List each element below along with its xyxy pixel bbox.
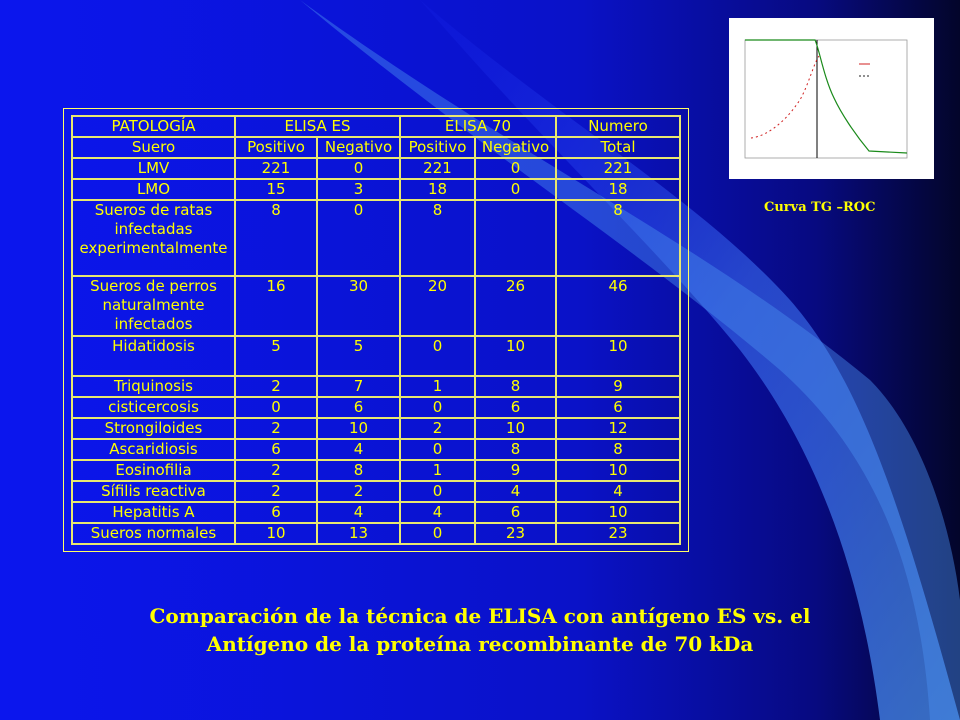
header-row-2	[72, 137, 680, 158]
value-cell: 46	[556, 276, 680, 336]
row-label-cell: Hidatidosis	[72, 336, 235, 376]
row-label-cell: Strongiloides	[72, 418, 235, 439]
footer-line-2: Antígeno de la proteína recombinante de 70 kDa	[206, 632, 754, 656]
value-cell: 10	[317, 418, 400, 439]
row-label-cell: LMV	[72, 158, 235, 179]
row-label-cell: Ascaridiosis	[72, 439, 235, 460]
value-cell: 6	[475, 502, 556, 523]
value-cell: 8	[475, 376, 556, 397]
table-row	[72, 439, 680, 460]
value-cell: 8	[400, 200, 475, 276]
table-row	[72, 200, 680, 276]
value-cell: 8	[556, 439, 680, 460]
header-row-1	[72, 116, 680, 137]
value-cell	[475, 200, 556, 276]
value-cell: 12	[556, 418, 680, 439]
value-cell: 4	[556, 481, 680, 502]
value-cell: 5	[235, 336, 317, 376]
roc-curve-chart	[729, 18, 934, 179]
table-row	[72, 523, 680, 544]
value-cell: 7	[317, 376, 400, 397]
value-cell: 10	[475, 418, 556, 439]
value-cell: 0	[475, 158, 556, 179]
value-cell: 221	[235, 158, 317, 179]
roc-caption: Curva TG –ROC	[764, 200, 876, 215]
value-cell: 20	[400, 276, 475, 336]
value-cell: 18	[556, 179, 680, 200]
table-row	[72, 276, 680, 336]
header-cell: Numero	[556, 116, 680, 137]
value-cell: 4	[475, 481, 556, 502]
value-cell: 9	[475, 460, 556, 481]
value-cell: 5	[317, 336, 400, 376]
value-cell: 10	[475, 336, 556, 376]
table-row	[72, 336, 680, 376]
row-label-cell: Sífilis reactiva	[72, 481, 235, 502]
row-label-cell: Sueros de perros naturalmente infectados	[72, 276, 235, 336]
value-cell: 10	[556, 336, 680, 376]
value-cell: 6	[235, 439, 317, 460]
value-cell: 1	[400, 460, 475, 481]
value-cell: 30	[317, 276, 400, 336]
row-label-cell: Hepatitis A	[72, 502, 235, 523]
value-cell: 2	[235, 481, 317, 502]
value-cell: 8	[317, 460, 400, 481]
value-cell: 6	[475, 397, 556, 418]
value-cell: 0	[400, 439, 475, 460]
value-cell: 18	[400, 179, 475, 200]
value-cell: 4	[317, 439, 400, 460]
row-label-cell: Triquinosis	[72, 376, 235, 397]
row-label-cell: LMO	[72, 179, 235, 200]
value-cell: 2	[317, 481, 400, 502]
value-cell: 0	[400, 523, 475, 544]
value-cell: 221	[556, 158, 680, 179]
header-cell: Suero	[72, 137, 235, 158]
value-cell: 3	[317, 179, 400, 200]
value-cell: 0	[475, 179, 556, 200]
table-row	[72, 418, 680, 439]
value-cell: 23	[556, 523, 680, 544]
row-label-cell: Eosinofilia	[72, 460, 235, 481]
header-cell: Positivo	[235, 137, 317, 158]
value-cell: 0	[400, 397, 475, 418]
table-row	[72, 158, 680, 179]
value-cell: 8	[475, 439, 556, 460]
value-cell: 4	[400, 502, 475, 523]
value-cell: 2	[235, 418, 317, 439]
header-cell: PATOLOGÍA	[72, 116, 235, 137]
row-label-cell: Sueros de ratas infectadas experimentalmente	[72, 200, 235, 276]
table-row	[72, 397, 680, 418]
value-cell: 8	[556, 200, 680, 276]
row-label-cell: cisticercosis	[72, 397, 235, 418]
value-cell: 0	[400, 336, 475, 376]
value-cell: 10	[556, 460, 680, 481]
header-cell: Negativo	[475, 137, 556, 158]
value-cell: 16	[235, 276, 317, 336]
value-cell: 10	[556, 502, 680, 523]
roc-curve-image	[729, 18, 934, 179]
table-row	[72, 481, 680, 502]
value-cell: 26	[475, 276, 556, 336]
value-cell: 2	[400, 418, 475, 439]
value-cell: 13	[317, 523, 400, 544]
header-cell: Positivo	[400, 137, 475, 158]
table-row	[72, 460, 680, 481]
value-cell: 9	[556, 376, 680, 397]
footer-line-1: Comparación de la técnica de ELISA con antígeno ES vs. el	[149, 604, 811, 628]
value-cell: 1	[400, 376, 475, 397]
value-cell: 10	[235, 523, 317, 544]
table-row	[72, 502, 680, 523]
header-cell: Total	[556, 137, 680, 158]
slide-footer-title	[90, 602, 870, 658]
table-row	[72, 179, 680, 200]
value-cell: 6	[235, 502, 317, 523]
table-row	[72, 376, 680, 397]
value-cell: 0	[235, 397, 317, 418]
value-cell: 6	[556, 397, 680, 418]
elisa-comparison-table	[71, 115, 681, 545]
value-cell: 221	[400, 158, 475, 179]
header-cell: ELISA ES	[235, 116, 400, 137]
value-cell: 4	[317, 502, 400, 523]
header-cell: ELISA 70	[400, 116, 556, 137]
value-cell: 0	[317, 158, 400, 179]
value-cell: 6	[317, 397, 400, 418]
value-cell: 0	[317, 200, 400, 276]
value-cell: 2	[235, 376, 317, 397]
value-cell: 8	[235, 200, 317, 276]
value-cell: 0	[400, 481, 475, 502]
value-cell: 15	[235, 179, 317, 200]
value-cell: 23	[475, 523, 556, 544]
header-cell: Negativo	[317, 137, 400, 158]
value-cell: 2	[235, 460, 317, 481]
row-label-cell: Sueros normales	[72, 523, 235, 544]
